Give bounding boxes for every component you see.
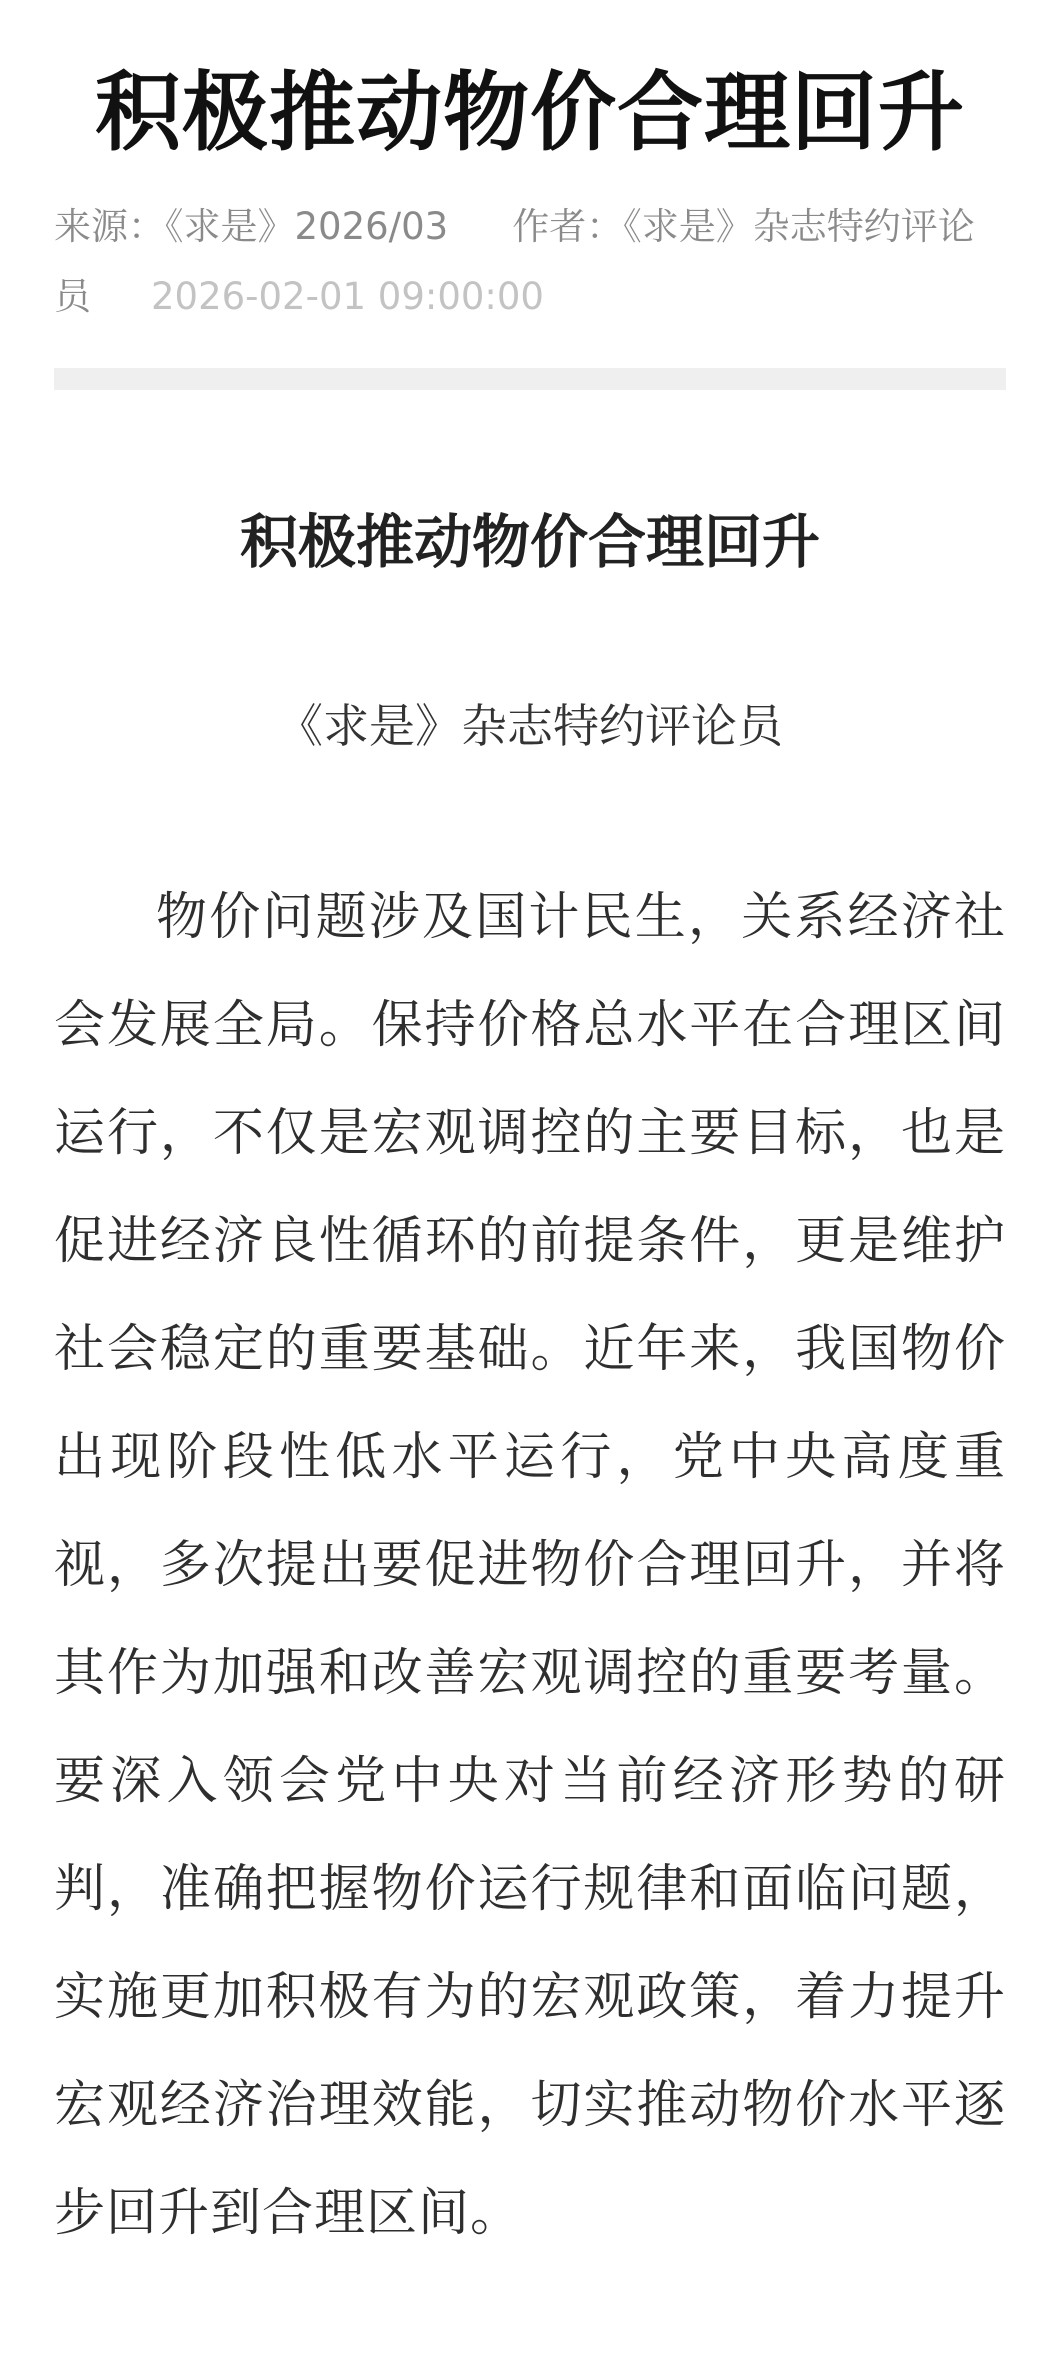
article-byline: 《求是》杂志特约评论员	[277, 699, 783, 753]
author-label: 作者：	[512, 205, 624, 248]
publish-datetime: 2026-02-01 09:00:00	[151, 275, 544, 318]
author-value: 《求是》杂志特约评论员	[54, 205, 975, 318]
page-title: 积极推动物价合理回升	[95, 63, 965, 163]
source-value: 《求是》2026/03	[165, 205, 449, 248]
section-divider	[54, 368, 1006, 390]
article-title: 积极推动物价合理回升	[239, 508, 820, 576]
source-label: 来源：	[54, 205, 165, 248]
article-paragraph: 物价问题涉及国计民生，关系经济社会发展全局。保持价格总水平在合理区间运行，不仅是宏观调控的主要目标，也是促进经济良性循环的前提条件，更是维护社会稳定的重要基础。近年来，我国物价出现阶段性低水平运行，党中央高度重视，多次提出要促进物价合理回升，并将其作为加强和改善宏观调控的重要考量。要深入领会党中央对当前经济形势的研判，准确把握物价运行规律和面临问题，实施更加积极有为的宏观政策，着力提升宏观经济治理效能，切实推动物价水平逐步回升到合理区间。	[54, 888, 1006, 2243]
article-meta	[54, 192, 1006, 332]
